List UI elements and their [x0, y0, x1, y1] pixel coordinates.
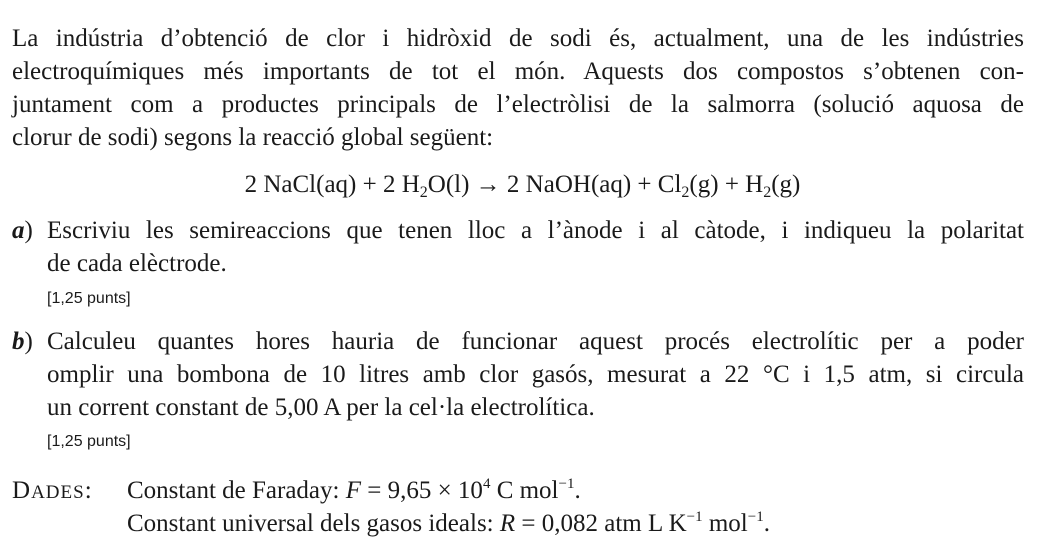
question-line: omplir una bombona de 10 litres amb clor gasós, mesurat a 22 °C i 1,5 atm, si circula — [47, 361, 1024, 388]
data-label-cap: D — [12, 477, 32, 504]
question-a — [12, 214, 1024, 280]
question-letter-paren: ) — [24, 217, 33, 244]
equation-part: 2 NaCl(aq) + 2 H — [244, 171, 420, 198]
data-label-rest: ADES — [31, 482, 85, 503]
constant-unit-exponent: −1 — [558, 476, 575, 492]
faraday-constant — [127, 474, 581, 507]
equation-subscript: 2 — [419, 184, 428, 201]
constant-unit: mol — [702, 510, 748, 537]
data-label-colon: : — [84, 477, 93, 504]
constant-exponent: −1 — [686, 509, 703, 525]
equation-part: O(l) → 2 NaOH(aq) + Cl — [427, 171, 682, 198]
constant-symbol: R — [499, 510, 516, 537]
question-line: de cada elèctrode. — [47, 250, 227, 277]
question-body — [47, 325, 1024, 424]
question-letter — [12, 214, 33, 247]
equation-part: (g) — [771, 171, 801, 198]
constant-value: = 0,082 atm L K — [515, 510, 687, 537]
question-points: [1,25 punts] — [47, 290, 131, 307]
constant-unit-exponent: −1 — [747, 509, 764, 525]
question-points: [1,25 punts] — [47, 433, 131, 450]
intro-line: La indústria d’obtenció de clor i hidròxid de sodi és, actualment, una de les indústries — [12, 25, 1024, 52]
constant-text: Constant universal dels gasos ideals: — [127, 510, 500, 537]
equation-subscript: 2 — [681, 184, 690, 201]
question-line: Calculeu quantes hores hauria de funcionar aquest procés electrolític per a poder — [47, 328, 1024, 355]
question-letter-paren: ) — [24, 328, 33, 355]
question-b — [12, 325, 1024, 424]
question-letter-text: a — [12, 217, 25, 244]
constant-value: = 9,65 × 10 — [360, 477, 483, 504]
equation-subscript: 2 — [763, 184, 772, 201]
chemical-equation — [0, 168, 1045, 201]
constant-symbol: F — [345, 477, 361, 504]
constant-text: Constant de Faraday: — [127, 477, 346, 504]
question-line: Escriviu les semireaccions que tenen lloc a l’ànode i al càtode, i indiqueu la polaritat — [47, 217, 1024, 244]
question-body — [47, 214, 1024, 280]
question-letter-text: b — [12, 328, 25, 355]
gas-constant — [127, 507, 770, 540]
question-line: un corrent constant de 5,00 A per la cel·la electrolítica. — [47, 394, 595, 421]
constant-unit: C mol — [490, 477, 559, 504]
data-label — [12, 474, 93, 509]
constant-end: . — [574, 477, 581, 504]
intro-line: clorur de sodi) segons la reacció global següent: — [12, 124, 494, 151]
intro-paragraph — [12, 22, 1024, 154]
constant-exponent: 4 — [482, 476, 491, 492]
intro-line: electroquímiques més importants de tot el món. Aquests dos compostos s’obtenen con- — [12, 58, 1024, 85]
intro-line: juntament com a productes principals de l’electròlisi de la salmorra (solució aquosa de — [12, 91, 1024, 118]
constant-end: . — [763, 510, 770, 537]
question-letter — [12, 325, 33, 358]
equation-part: (g) + H — [689, 171, 764, 198]
